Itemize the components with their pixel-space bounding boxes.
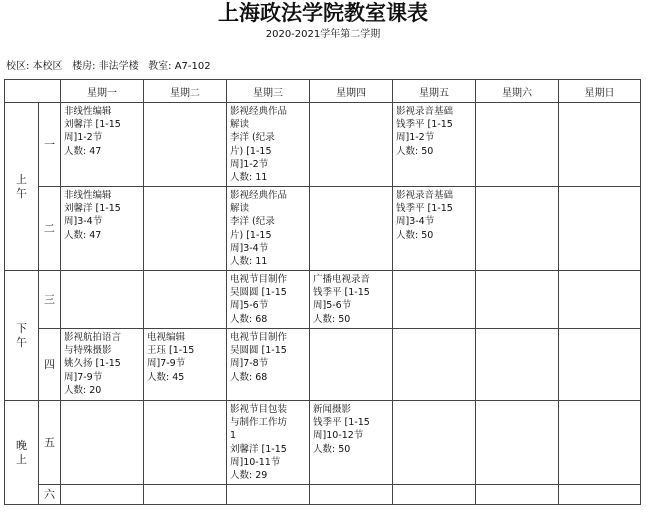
timetable <box>4 79 641 505</box>
empty-cell[interactable] <box>144 485 227 505</box>
empty-cell[interactable] <box>559 485 641 505</box>
course-cell[interactable]: 影视航拍语言 与特殊摄影 姚久扬 [1-15 周]7-9节 人数: 20 <box>61 329 144 401</box>
table-row <box>5 401 641 485</box>
empty-cell[interactable] <box>476 329 559 401</box>
slot-label: 二 <box>39 187 61 271</box>
course-cell[interactable]: 电视节目制作 吴圆圆 [1-15 周]5-6节 人数: 68 <box>227 271 310 329</box>
course-cell[interactable]: 电视编辑 王珏 [1-15 周]7-9节 人数: 45 <box>144 329 227 401</box>
period-morning: 上 午 <box>5 103 39 271</box>
header-row <box>5 80 641 103</box>
empty-cell[interactable] <box>144 187 227 271</box>
day-header: 星期二 <box>144 80 227 103</box>
empty-cell[interactable] <box>393 271 476 329</box>
empty-cell[interactable] <box>144 103 227 187</box>
course-cell[interactable]: 非线性编辑 刘馨洋 [1-15 周]3-4节 人数: 47 <box>61 187 144 271</box>
day-header: 星期五 <box>393 80 476 103</box>
day-header: 星期日 <box>559 80 641 103</box>
period-afternoon: 下 午 <box>5 271 39 401</box>
empty-cell[interactable] <box>476 485 559 505</box>
room-info: 校区: 本校区 楼房: 非法学楼 教室: A7-102 <box>6 61 211 72</box>
empty-cell[interactable] <box>476 103 559 187</box>
empty-cell[interactable] <box>476 187 559 271</box>
empty-cell[interactable] <box>61 401 144 485</box>
empty-cell[interactable] <box>310 187 393 271</box>
slot-label: 三 <box>39 271 61 329</box>
slot-label: 四 <box>39 329 61 401</box>
empty-cell[interactable] <box>393 485 476 505</box>
course-cell[interactable]: 非线性编辑 刘馨洋 [1-15 周]1-2节 人数: 47 <box>61 103 144 187</box>
table-row <box>5 187 641 271</box>
empty-cell[interactable] <box>61 271 144 329</box>
slot-label: 一 <box>39 103 61 187</box>
empty-cell[interactable] <box>310 329 393 401</box>
empty-cell[interactable] <box>61 485 144 505</box>
course-cell[interactable]: 广播电视录音 钱季平 [1-15 周]5-6节 人数: 50 <box>310 271 393 329</box>
slot-label: 五 <box>39 401 61 485</box>
table-row <box>5 271 641 329</box>
table-row <box>5 329 641 401</box>
course-cell[interactable]: 影视录音基础 钱季平 [1-15 周]1-2节 人数: 50 <box>393 103 476 187</box>
empty-cell[interactable] <box>559 187 641 271</box>
period-evening: 晚 上 <box>5 401 39 505</box>
empty-cell[interactable] <box>476 401 559 485</box>
empty-cell[interactable] <box>393 329 476 401</box>
empty-cell[interactable] <box>227 485 310 505</box>
empty-cell[interactable] <box>393 401 476 485</box>
empty-cell[interactable] <box>476 271 559 329</box>
table-row <box>5 485 641 505</box>
course-cell[interactable]: 影视经典作品 解读 李洋 (纪录 片) [1-15 周]1-2节 人数: 11 <box>227 103 310 187</box>
day-header: 星期四 <box>310 80 393 103</box>
course-cell[interactable]: 影视录音基础 钱季平 [1-15 周]3-4节 人数: 50 <box>393 187 476 271</box>
course-cell[interactable]: 新闻摄影 钱季平 [1-15 周]10-12节 人数: 50 <box>310 401 393 485</box>
empty-cell[interactable] <box>559 103 641 187</box>
corner-cell <box>5 80 61 103</box>
course-cell[interactable]: 影视经典作品 解读 李洋 (纪录 片) [1-15 周]3-4节 人数: 11 <box>227 187 310 271</box>
empty-cell[interactable] <box>310 485 393 505</box>
empty-cell[interactable] <box>559 329 641 401</box>
day-header: 星期三 <box>227 80 310 103</box>
slot-label: 六 <box>39 485 61 505</box>
empty-cell[interactable] <box>559 271 641 329</box>
empty-cell[interactable] <box>144 401 227 485</box>
empty-cell[interactable] <box>559 401 641 485</box>
empty-cell[interactable] <box>144 271 227 329</box>
day-header: 星期一 <box>61 80 144 103</box>
day-header: 星期六 <box>476 80 559 103</box>
table-row <box>5 103 641 187</box>
course-cell[interactable]: 电视节目制作 吴圆圆 [1-15 周]7-8节 人数: 68 <box>227 329 310 401</box>
course-cell[interactable]: 影视节目包装 与制作工作坊 1 刘馨洋 [1-15 周]10-11节 人数: 29 <box>227 401 310 485</box>
page-title: 上海政法学院教室课表 <box>218 0 428 25</box>
empty-cell[interactable] <box>310 103 393 187</box>
semester-subtitle: 2020-2021学年第二学期 <box>265 29 381 40</box>
